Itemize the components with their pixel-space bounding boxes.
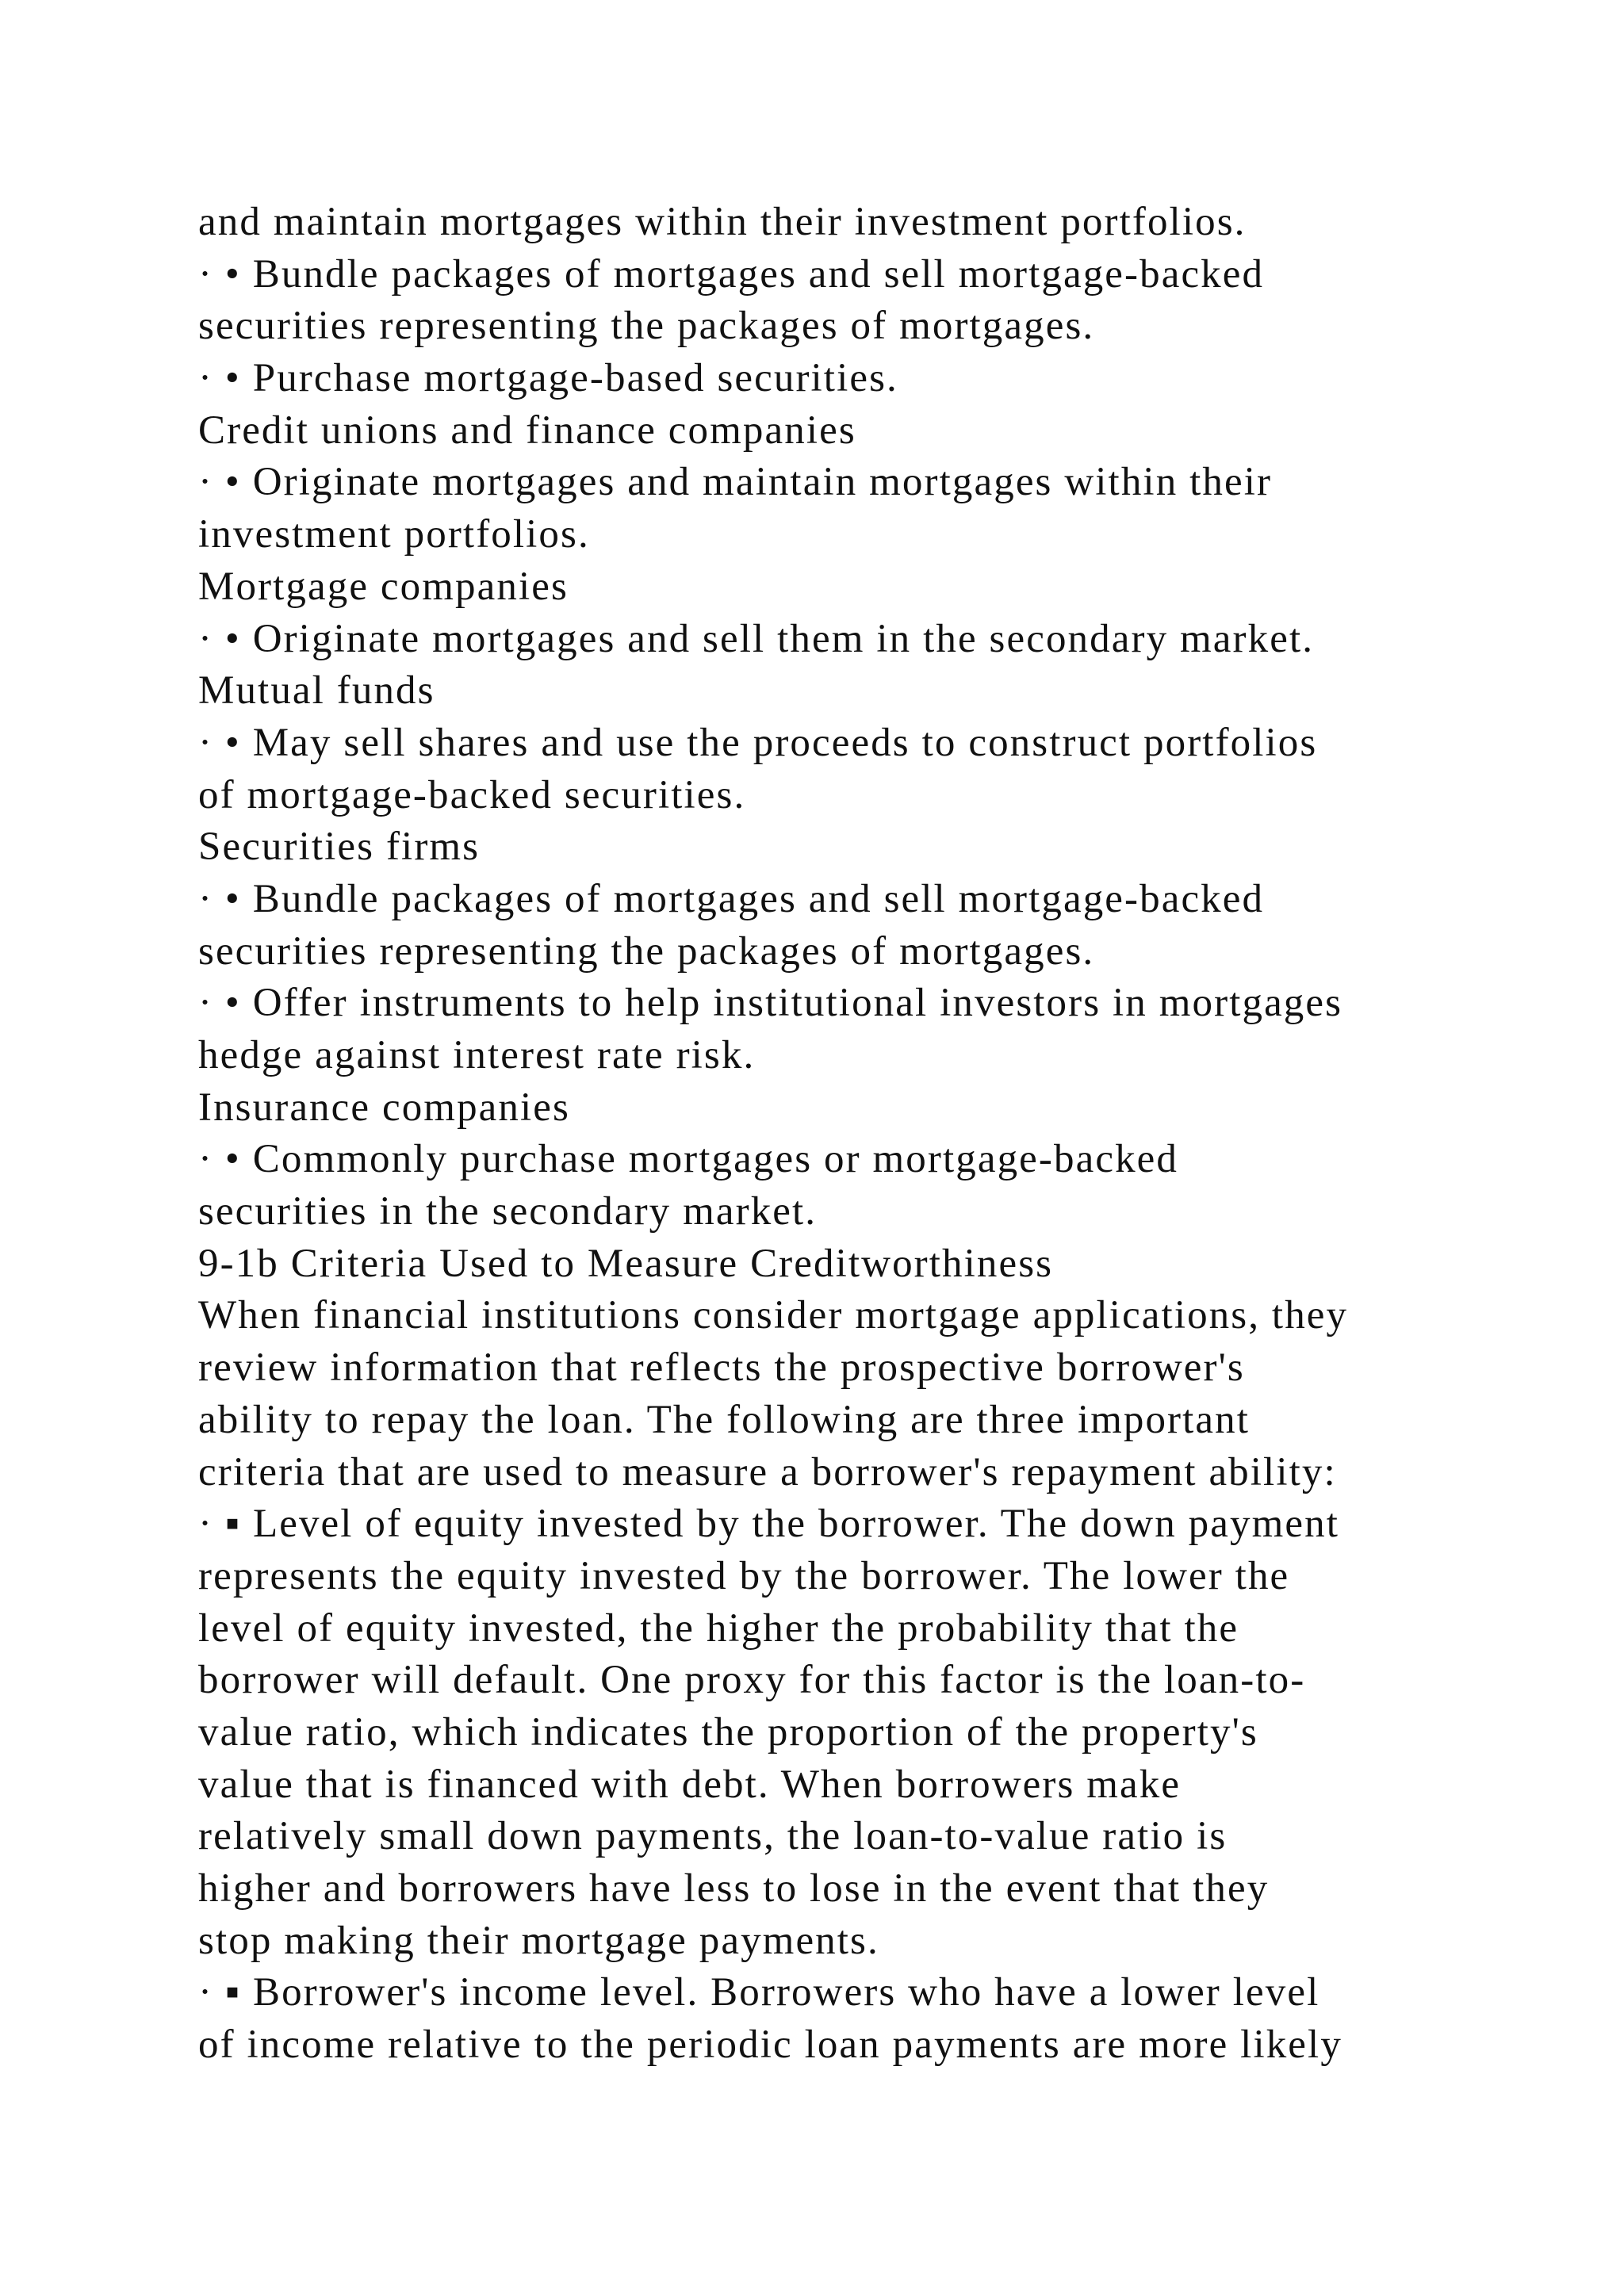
section-label: Credit unions and finance companies — [198, 408, 856, 453]
text-line: securities in the secondary market. — [198, 1189, 818, 1234]
paragraph-line: ability to repay the loan. The following are three important — [198, 1397, 1251, 1442]
bullet-line: · • Originate mortgages and maintain mortgages within their — [198, 460, 1273, 505]
text-line: investment portfolios. — [198, 512, 590, 557]
text-line: of mortgage-backed securities. — [198, 772, 746, 817]
text-line: and maintain mortgages within their investment portfolios. — [198, 200, 1247, 244]
bullet-line: · • Originate mortgages and sell them in the secondary market. — [198, 616, 1315, 661]
section-heading: 9-1b Criteria Used to Measure Creditworthiness — [198, 1241, 1054, 1286]
paragraph-line: represents the equity invested by the borrower. The lower the — [198, 1553, 1290, 1598]
bullet-line: · • Commonly purchase mortgages or mortgage-backed — [198, 1137, 1179, 1182]
section-label: Mortgage companies — [198, 564, 569, 609]
section-label: Insurance companies — [198, 1085, 570, 1130]
text-line: hedge against interest rate risk. — [198, 1033, 756, 1077]
paragraph-line: value ratio, which indicates the proportion of the property's — [198, 1709, 1258, 1755]
section-label: Securities firms — [198, 825, 481, 870]
paragraph-line: When financial institutions consider mortgage applications, they — [198, 1293, 1349, 1338]
section-label: Mutual funds — [198, 668, 435, 714]
bullet-line: · • Offer instruments to help institutional investors in mortgages — [198, 981, 1343, 1026]
bullet-line: · ▪ Borrower's income level. Borrowers who have a lower level — [198, 1970, 1320, 2015]
paragraph-line: higher and borrowers have less to lose in the event that they — [198, 1866, 1270, 1911]
bullet-line: · • Purchase mortgage-based securities. — [198, 356, 898, 401]
paragraph-line: stop making their mortgage payments. — [198, 1918, 879, 1963]
bullet-line: · • Bundle packages of mortgages and sell mortgage-backed — [198, 251, 1265, 297]
paragraph-line: value that is financed with debt. When borrowers make — [198, 1762, 1182, 1807]
text-line: securities representing the packages of mortgages. — [198, 304, 1095, 349]
paragraph-line: of income relative to the periodic loan payments are more likely — [198, 2022, 1342, 2068]
text-line: securities representing the packages of mortgages. — [198, 928, 1095, 974]
paragraph-line: relatively small down payments, the loan-to-value ratio is — [198, 1814, 1228, 1859]
bullet-line: · • May sell shares and use the proceeds to construct portfolios — [198, 720, 1318, 765]
paragraph-line: review information that reflects the prospective borrower's — [198, 1345, 1245, 1391]
paragraph-line: level of equity invested, the higher the probability that the — [198, 1605, 1239, 1651]
document-text — [198, 197, 1530, 2072]
bullet-line: · ▪ Level of equity invested by the borrower. The down payment — [198, 1502, 1339, 1547]
paragraph-line: borrower will default. One proxy for this factor is the loan-to- — [198, 1658, 1306, 1703]
bullet-line: · • Bundle packages of mortgages and sell mortgage-backed — [198, 876, 1265, 921]
paragraph-line: criteria that are used to measure a borrower's repayment ability: — [198, 1449, 1337, 1494]
